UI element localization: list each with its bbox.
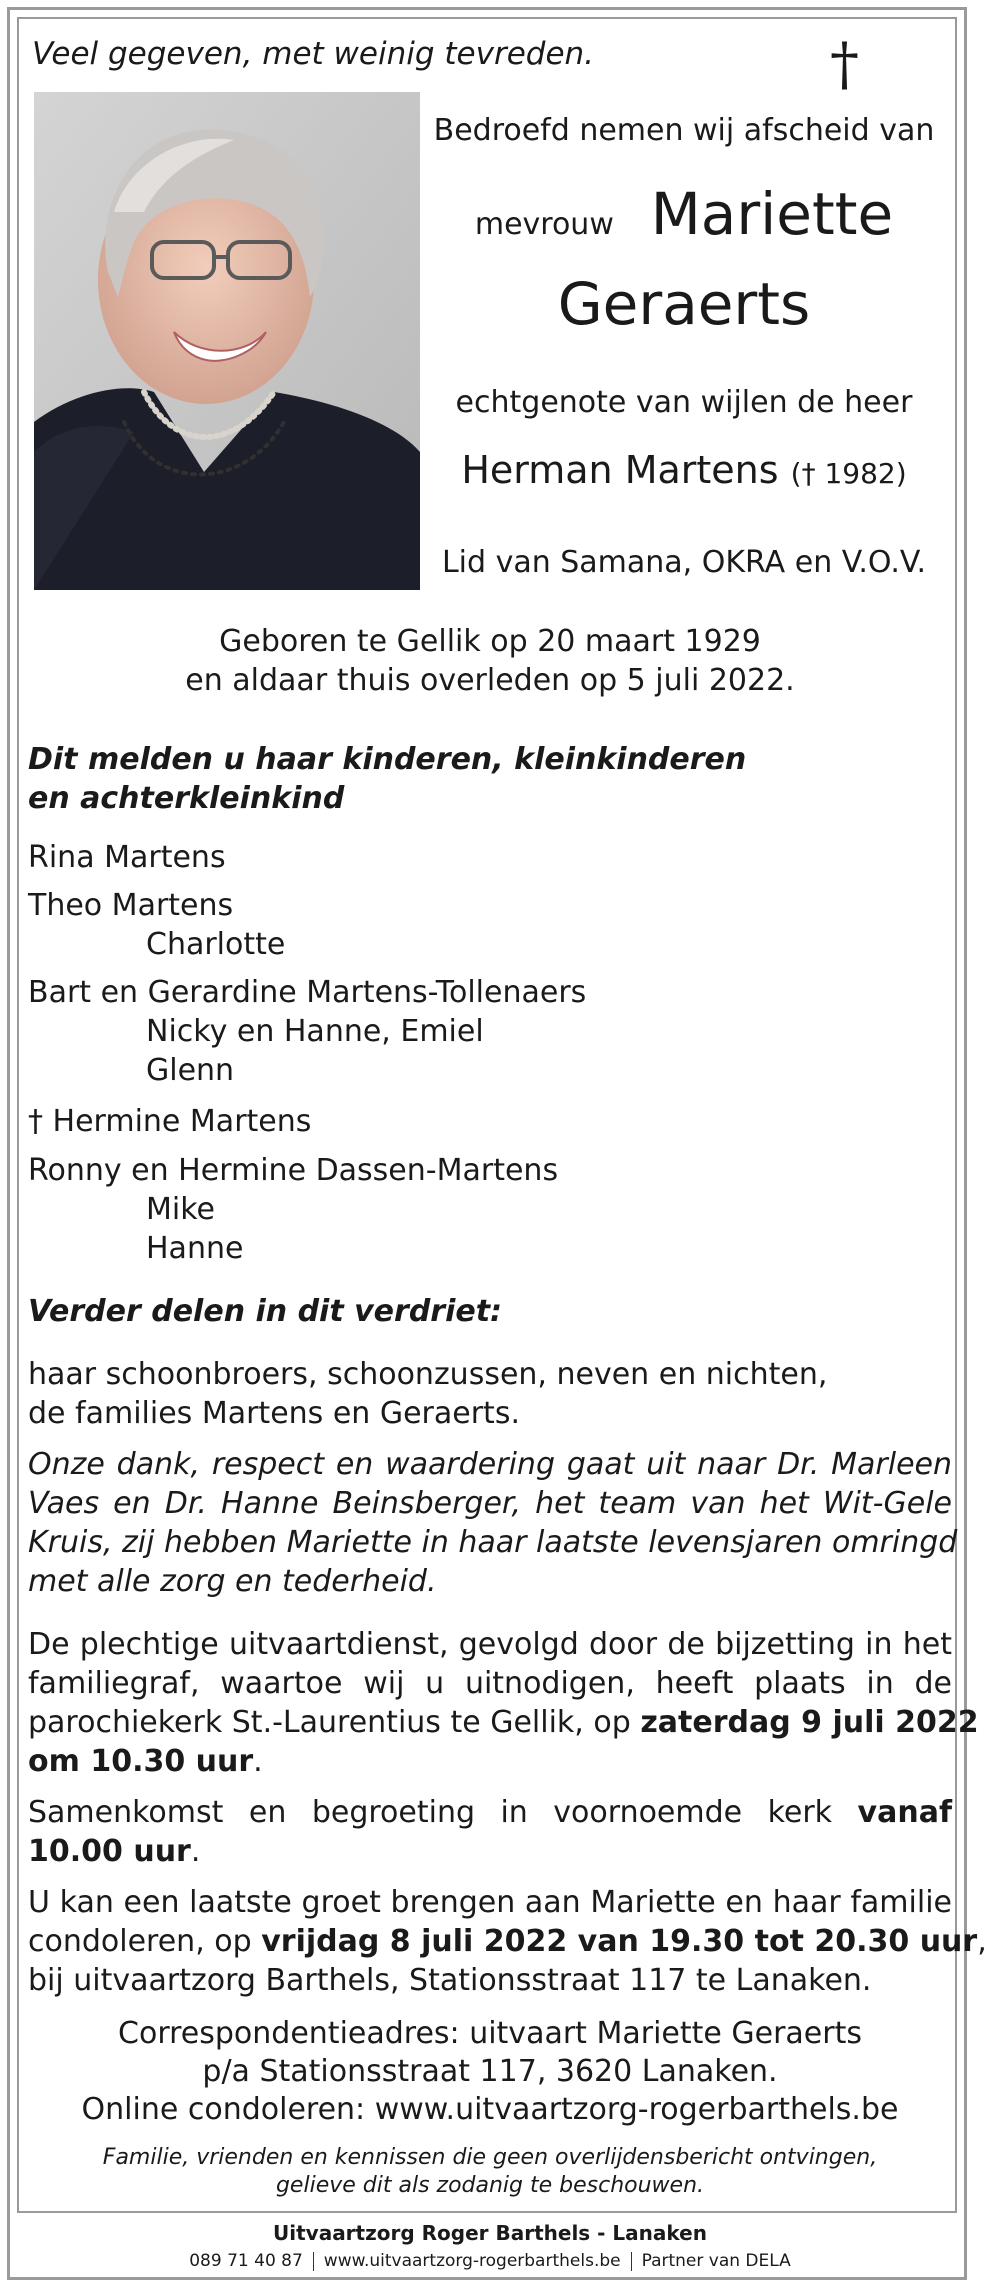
birth-death-info <box>0 622 980 700</box>
separator <box>313 2252 314 2271</box>
thanks-line: Onze dank, respect en waardering gaat uit naar Dr. Marleen <box>28 1447 952 1482</box>
condolence-line2 <box>28 1922 987 1961</box>
condolence-line1: U kan een laatste groet brengen aan Mariette en haar familie <box>28 1885 952 1920</box>
footer-phone[interactable]: 089 71 40 87 <box>189 2251 303 2271</box>
title-prefix: mevrouw <box>474 207 614 242</box>
family-member: Mike <box>146 1192 215 1227</box>
online-condolence-link[interactable]: Online condoleren: www.uitvaartzorg-rogerbarthels.be <box>81 2092 899 2127</box>
died-line: en aldaar thuis overleden op 5 juli 2022. <box>185 663 795 698</box>
first-name: Mariette <box>650 180 894 248</box>
motto: Veel gegeven, met weinig tevreden. <box>32 36 595 72</box>
family-member: Theo Martens <box>28 888 234 923</box>
gathering-period: . <box>190 1834 201 1869</box>
intro-text: Bedroefd nemen wij afscheid van <box>433 113 935 148</box>
footer-partner: Partner van DELA <box>641 2251 791 2271</box>
others-heading: Verder delen in dit verdriet: <box>28 1294 503 1329</box>
gathering-paragraph <box>28 1793 952 1871</box>
last-name: Geraerts <box>557 270 811 338</box>
condolence-comma: , <box>977 1924 987 1959</box>
notice-line2: gelieve dit als zodanig te beschouwen. <box>275 2173 705 2198</box>
service-line4 <box>28 1742 952 1781</box>
correspondence-block <box>0 2015 980 2129</box>
service-time: om 10.30 uur <box>28 1744 254 1779</box>
service-line3 <box>28 1703 979 1742</box>
gathering-time: 10.00 uur <box>28 1834 191 1869</box>
service-line2: familiegraf, waartoe wij u uitnodigen, heeft plaats in de <box>28 1666 952 1701</box>
spouse-intro: echtgenote van wijlen de heer <box>455 385 913 420</box>
footer-website[interactable]: www.uitvaartzorg-rogerbarthels.be <box>323 2251 621 2271</box>
family-heading-line2: en achterkleinkind <box>28 781 345 816</box>
others-line1: haar schoonbroers, schoonzussen, neven en nichten, <box>28 1357 828 1392</box>
service-line1: De plechtige uitvaartdienst, gevolgd door de bijzetting in het <box>28 1627 952 1662</box>
deceased-name-line1 <box>428 180 940 248</box>
family-member: Ronny en Hermine Dassen-Martens <box>28 1153 559 1188</box>
spouse-name: Herman Martens <box>461 448 779 492</box>
family-heading <box>28 740 746 818</box>
others-text <box>28 1355 827 1433</box>
correspondence-street: p/a Stationsstraat 117, 3620 Lanaken. <box>202 2054 778 2089</box>
cross-icon: † <box>830 30 859 98</box>
notice-line1: Familie, vrienden en kennissen die geen overlijdensbericht ontvingen, <box>102 2145 878 2170</box>
gathering-text: Samenkomst en begroeting in voornoemde kerk <box>28 1795 833 1830</box>
family-member: Rina Martens <box>28 840 226 875</box>
family-member: † Hermine Martens <box>28 1104 312 1139</box>
spouse-line <box>428 448 940 492</box>
condolence-paragraph <box>28 1883 987 2000</box>
service-line3-text: parochiekerk St.-Laurentius te Gellik, op <box>28 1705 631 1740</box>
family-member: Charlotte <box>146 927 286 962</box>
service-paragraph <box>28 1625 979 1781</box>
separator <box>631 2252 632 2271</box>
thanks-line: met alle zorg en tederheid. <box>28 1564 437 1599</box>
condolence-text: condoleren, op <box>28 1924 252 1959</box>
membership: Lid van Samana, OKRA en V.O.V. <box>441 545 927 580</box>
condolence-time: vrijdag 8 juli 2022 van 19.30 tot 20.30 uur <box>261 1924 978 1959</box>
correspondence-address: Correspondentieadres: uitvaart Mariette Geraerts <box>118 2016 862 2051</box>
family-heading-line1: Dit melden u haar kinderen, kleinkinderen <box>28 742 747 777</box>
condolence-line3: bij uitvaartzorg Barthels, Stationsstraat 117 te Lanaken. <box>28 1963 872 1998</box>
gathering-line1 <box>28 1793 952 1832</box>
spouse-death: († 1982) <box>790 457 907 490</box>
thanks-line: Kruis, zij hebben Mariette in haar laatste levensjaren omringd <box>28 1525 958 1560</box>
family-member: Bart en Gerardine Martens-Tollenaers <box>28 975 587 1010</box>
born-line: Geboren te Gellik op 20 maart 1929 <box>219 624 761 659</box>
family-member: Glenn <box>146 1053 235 1088</box>
notice <box>0 2144 980 2200</box>
portrait-photo <box>34 92 420 590</box>
others-line2: de families Martens en Geraerts. <box>28 1396 520 1431</box>
funeral-home-name: Uitvaartzorg Roger Barthels - Lanaken <box>273 2221 707 2245</box>
service-date: zaterdag 9 juli 2022 <box>640 1705 979 1740</box>
family-member: Nicky en Hanne, Emiel <box>146 1014 484 1049</box>
footer-contact <box>0 2251 980 2271</box>
gathering-line2 <box>28 1832 952 1871</box>
family-member: Hanne <box>146 1231 244 1266</box>
service-period: . <box>253 1744 263 1779</box>
thanks-line: Vaes en Dr. Hanne Beinsberger, het team van het Wit-Gele <box>28 1486 952 1521</box>
gathering-from: vanaf <box>857 1795 952 1830</box>
thanks-paragraph <box>28 1445 958 1601</box>
